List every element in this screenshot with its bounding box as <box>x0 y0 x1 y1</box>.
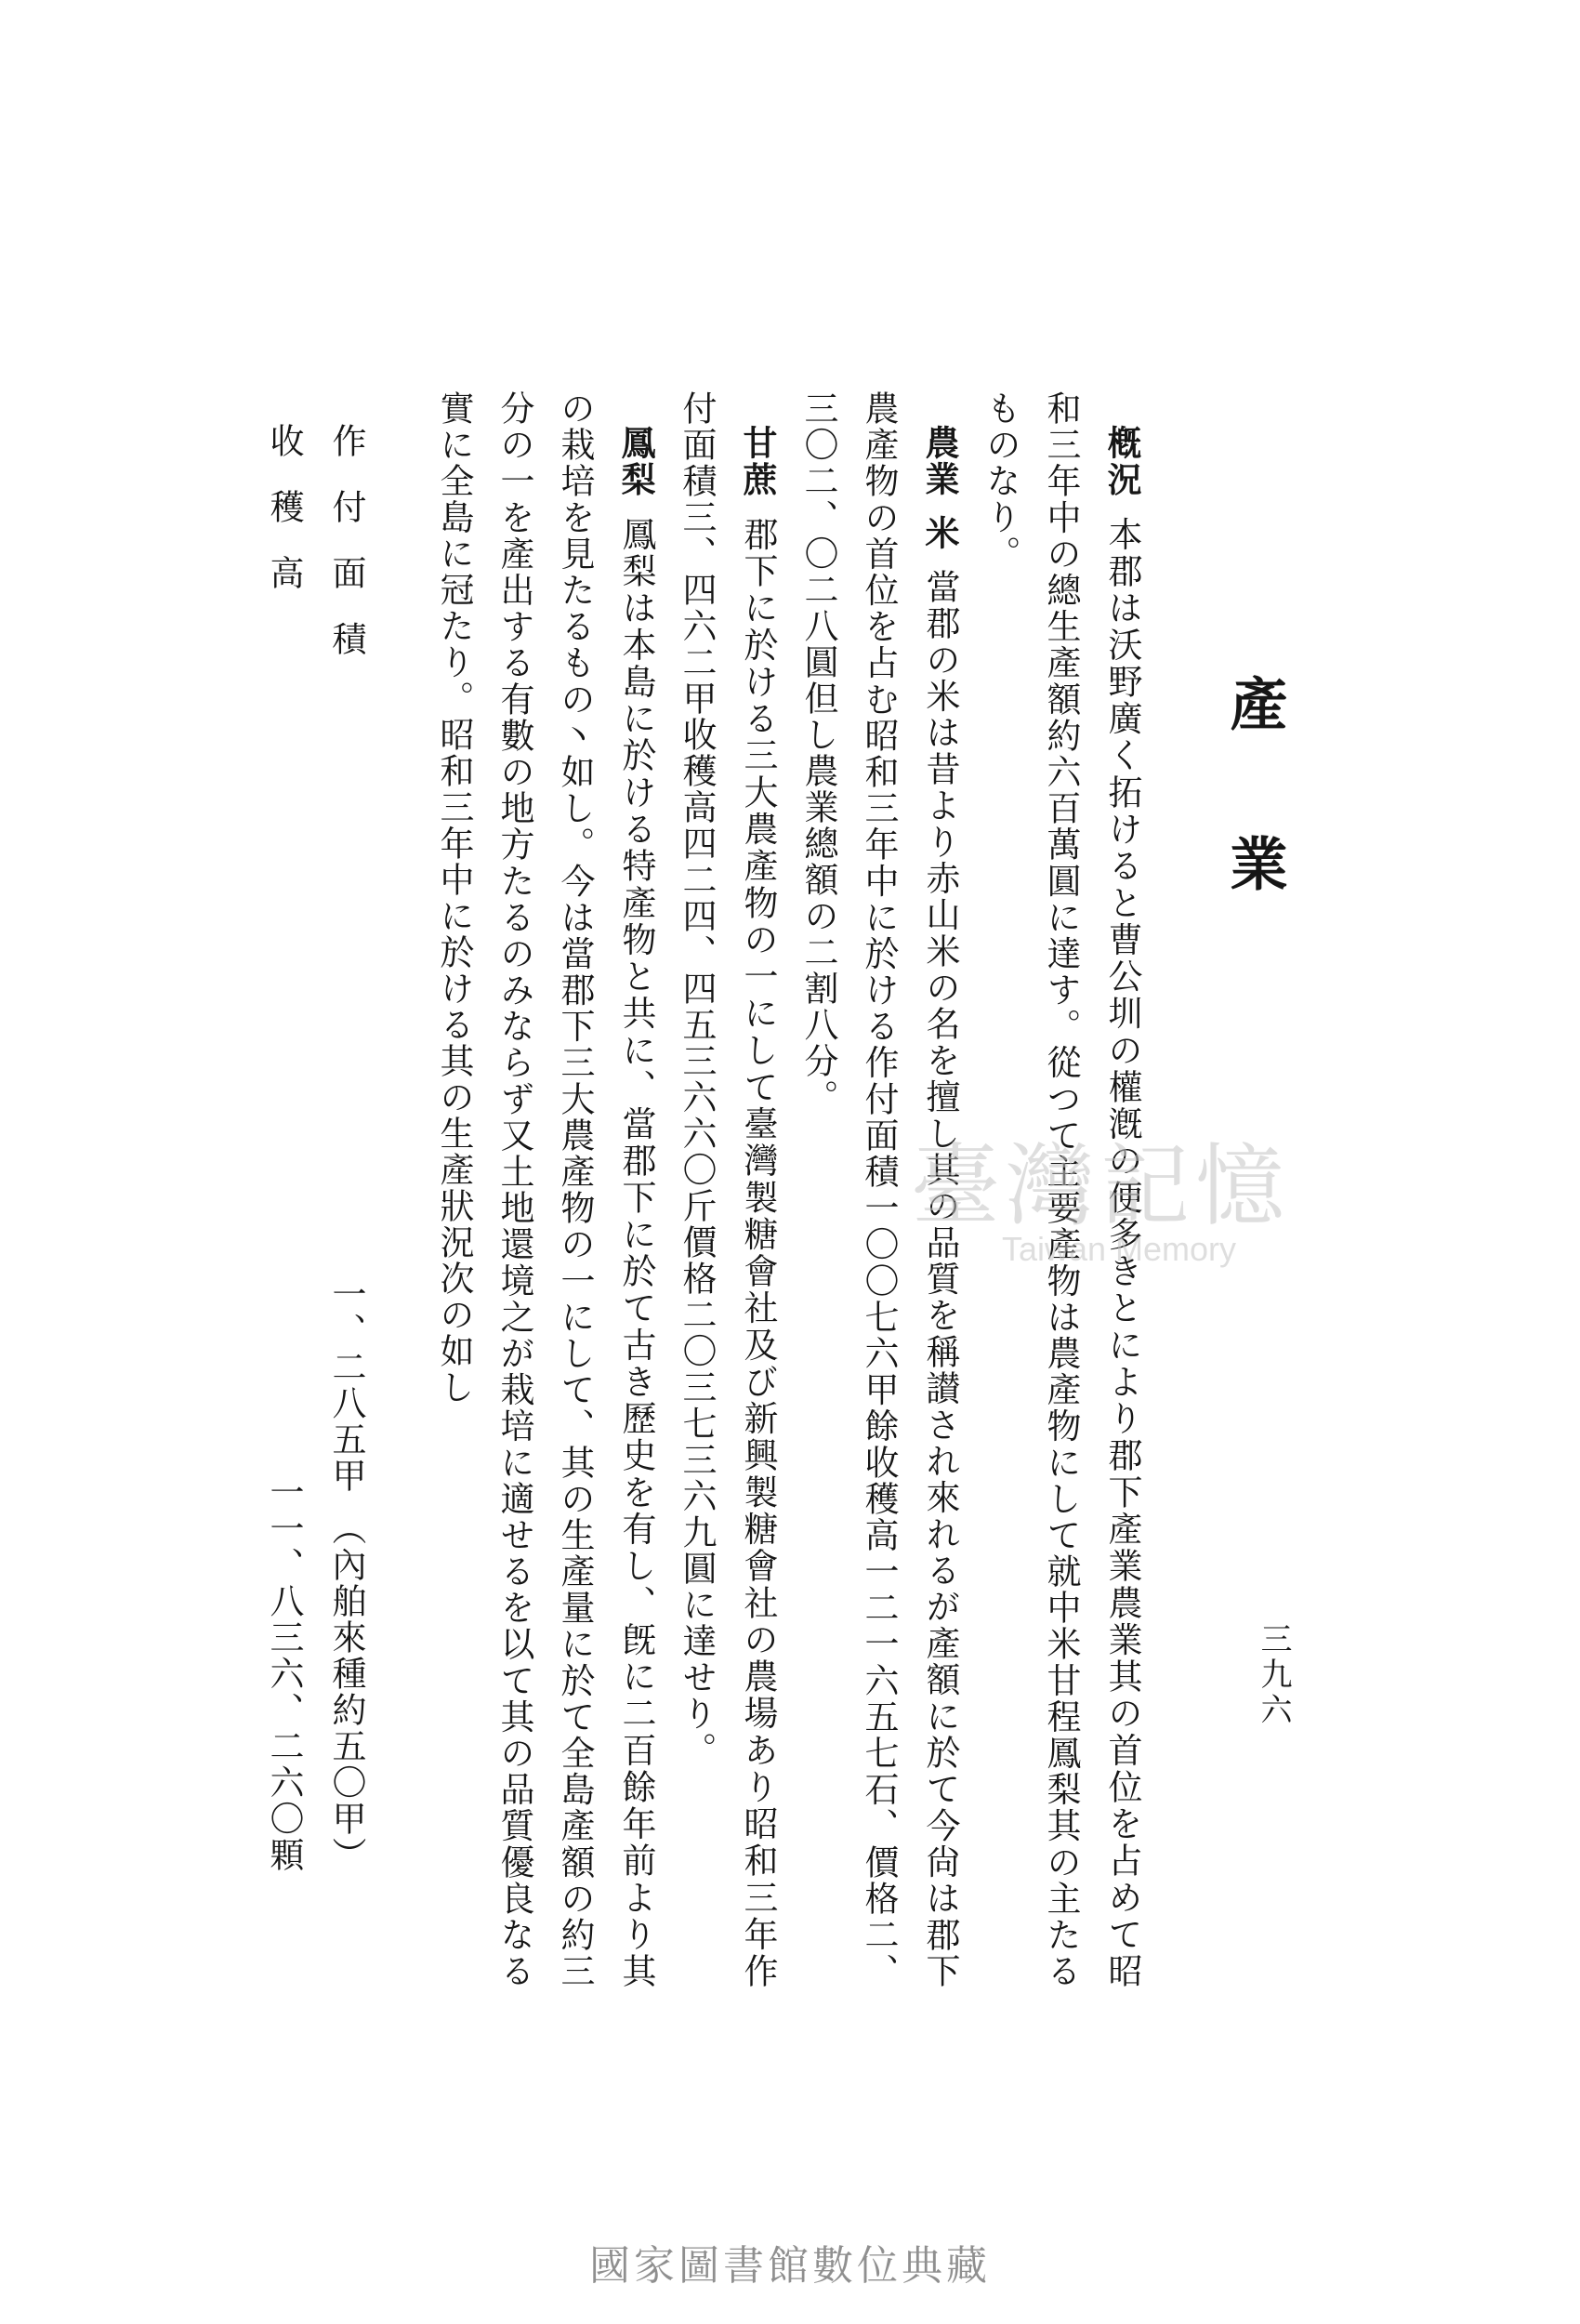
section-title: 產業 <box>1220 674 1288 994</box>
watermark <box>911 1116 1290 1269</box>
table-label: 作付面積 <box>326 423 366 687</box>
paragraph-text: 鳳梨は本島に於ける特產物と共に、當郡下に於て古き歷史を有し、旣に二百餘年前より其の栽培を見たるもの丶如し。今は當郡下三大農產物の一にして、其の生產量に於て全島產額の約三分の一を產出する有數の地方たるのみならず又土地還境之が栽培に適せるを以て其の品質優良なる實に全島に冠たり。昭和三年中に於ける其の生產狀況次の如し <box>434 390 656 1990</box>
paragraph-lead: 槪況 <box>1101 425 1142 499</box>
table-row-planted-area <box>321 423 371 1873</box>
table-value: 一一、八三六、二六〇顆 <box>264 1474 304 1873</box>
paragraph-sublead: 米 <box>919 514 960 552</box>
table-label: 收穫高 <box>264 423 304 621</box>
table-note: （內舶來種約五〇甲） <box>326 1511 366 1873</box>
table-value-group <box>321 1276 371 1873</box>
paragraph-pineapple <box>424 390 666 1989</box>
paragraph-lead: 鳳梨 <box>615 425 656 499</box>
watermark-logo: 臺灣記憶 <box>911 1134 1290 1238</box>
paragraph-lead: 農業 <box>919 425 960 498</box>
watermark-subtitle: Taiwan Memory <box>1001 1230 1237 1268</box>
table-row-harvest <box>258 423 309 1873</box>
footer-archive-credit: 國家圖書館數位典藏 <box>589 2242 991 2290</box>
paragraph-text: 本郡は沃野廣く拓けると曹公圳の權漑の便多きとにより郡下產業農業其の首位を占めて昭和三年中の總生產額約六百萬圓に達す。從つて主要產物は農產物にして就中米甘程鳳梨其の主たるものなり。 <box>981 390 1142 1990</box>
paragraph-text: 郡下に於ける三大農產物の一にして臺灣製糖會社及び新興製糖會社の農場あり昭和三年作付面積三、四六二甲收穫高四二四、四五三六六〇斤價格二〇三七三六九圓に達せり。 <box>677 390 778 1990</box>
table-value: 一、二八五甲 <box>326 1276 366 1494</box>
table-value-group <box>258 1474 309 1873</box>
paragraph-lead: 甘蔗 <box>737 425 778 499</box>
paragraph-sugarcane <box>666 390 788 1989</box>
paragraph-text: 當郡の米は昔より赤山米の名を擅し其の品質を稱讃され來れるが產額に於て今尙は郡下農產物の首位を占む昭和三年中に於ける作付面積一〇〇七六甲餘收穫高一二一六五七石、價格二、三〇二、〇二八圓但し農業總額の二割八分。 <box>798 390 960 1990</box>
page-number: 三九六 <box>1255 1622 1292 1728</box>
